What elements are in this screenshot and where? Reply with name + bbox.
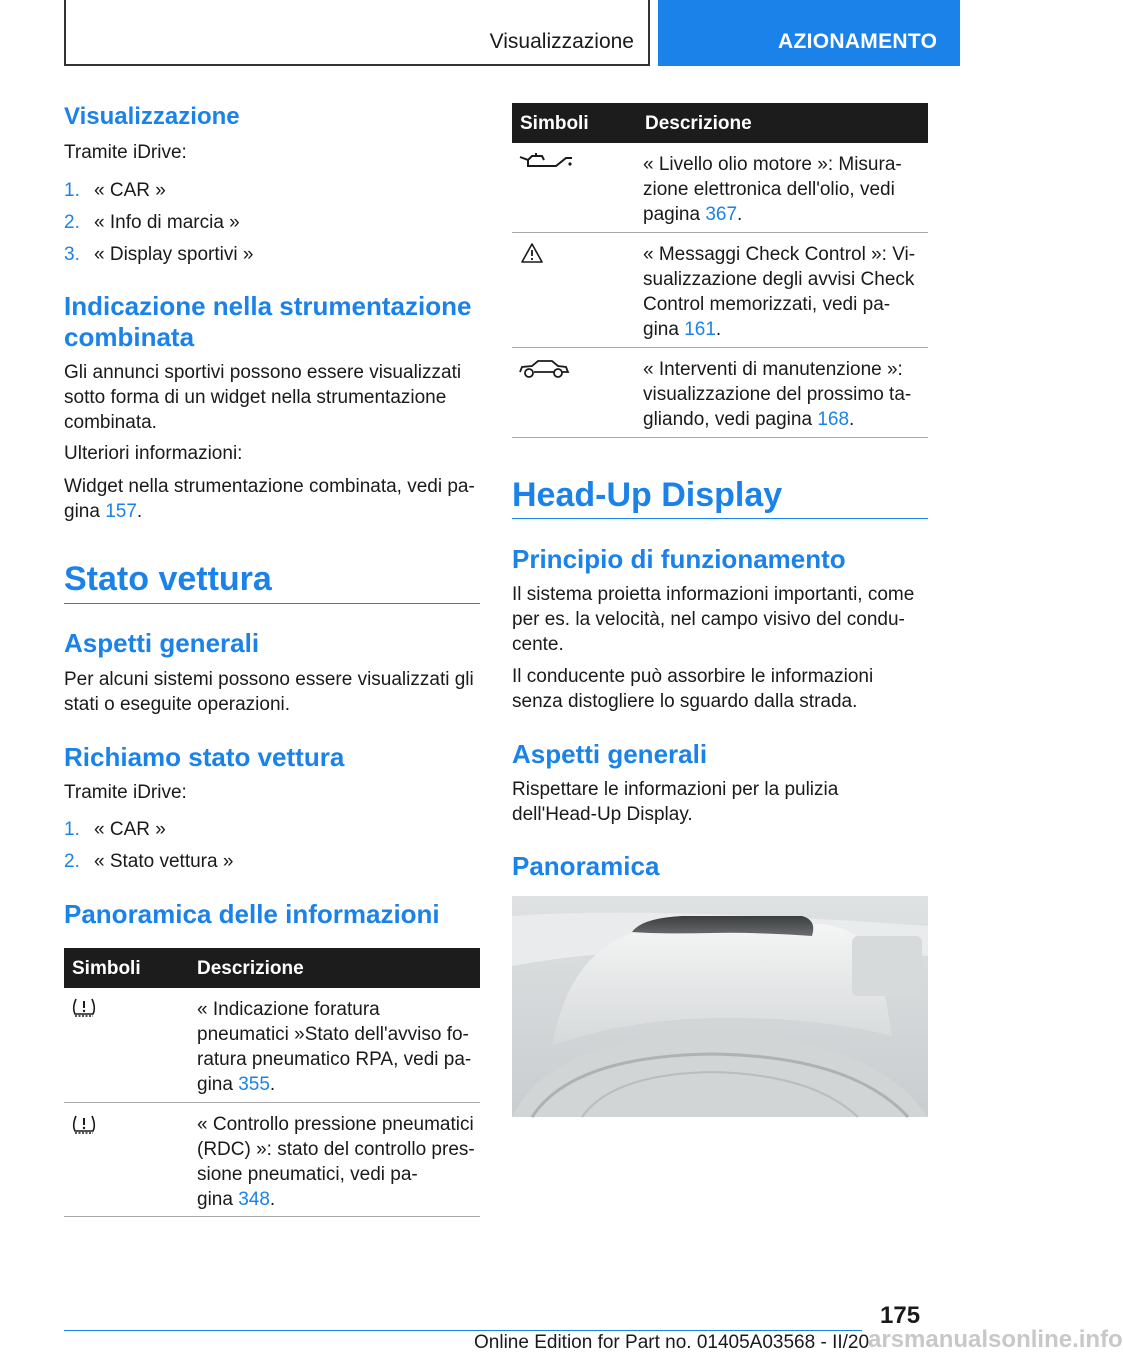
text-via-idrive: Tramite iDrive: xyxy=(64,142,187,163)
page-number: 175 xyxy=(880,1302,921,1329)
heading-panoramica-informazioni: Panoramica delle informazioni xyxy=(64,899,440,929)
list-item: « CAR » xyxy=(94,819,166,840)
table-row: « Indicazione foratura pneumatici »Stato dell'avviso fo- ratura pneumatico RPA, vedi pa- gina 355. xyxy=(197,999,472,1095)
table-row: « Controllo pressione pneumatici (RDC) »: stato del controllo pres- sione pneumatici, vedi pa- gina 348. xyxy=(197,1114,475,1210)
row-divider xyxy=(512,437,928,438)
warning-triangle-icon xyxy=(520,242,544,264)
heading-panoramica: Panoramica xyxy=(512,851,660,881)
page-link-355[interactable]: 355 xyxy=(238,1074,270,1095)
page-link-157[interactable]: 157 xyxy=(105,501,137,522)
row-divider xyxy=(64,1102,480,1103)
tire-warning-icon xyxy=(70,996,98,1020)
heading-aspetti-generali: Aspetti generali xyxy=(512,739,708,769)
watermark-logo: arsmanualsonline.info xyxy=(868,1326,1123,1353)
paragraph-aspetti: Per alcuni sistemi possono essere visualizzati gli stati o eseguite operazioni. xyxy=(64,669,474,715)
heading-stato-vettura: Stato vettura xyxy=(64,560,272,598)
row-divider xyxy=(64,1216,480,1217)
footer-rule xyxy=(64,1330,862,1331)
table-row: « Interventi di manutenzione »: visualizzazione del prossimo ta- gliando, vedi pagina 168. xyxy=(643,359,912,430)
page-link-161[interactable]: 161 xyxy=(684,319,716,340)
col-simboli: Simboli xyxy=(520,113,589,134)
heading-richiamo: Richiamo stato vettura xyxy=(64,742,345,772)
col-simboli: Simboli xyxy=(72,958,141,979)
text-via-idrive: Tramite iDrive: xyxy=(64,782,187,803)
table-header xyxy=(512,103,928,143)
list-number: 1. xyxy=(64,180,80,201)
table-row: « Livello olio motore »: Misura- zione elettronica dell'olio, vedi pagina 367. xyxy=(643,154,902,225)
page-link-348[interactable]: 348 xyxy=(238,1189,270,1210)
list-item: « Stato vettura » xyxy=(94,851,234,872)
table-header xyxy=(64,948,480,988)
paragraph-aspetti: Rispettare le informazioni per la pulizia dell'Head-Up Display. xyxy=(512,779,839,825)
heading-visualizzazione: Visualizzazione xyxy=(64,103,240,130)
heading-head-up-display: Head-Up Display xyxy=(512,476,783,514)
list-number: 2. xyxy=(64,212,80,233)
col-descrizione: Descrizione xyxy=(197,958,304,979)
heading-principio: Principio di funzionamento xyxy=(512,544,846,574)
heading-aspetti-generali: Aspetti generali xyxy=(64,628,260,658)
dashboard-illustration xyxy=(512,896,928,1117)
list-number: 3. xyxy=(64,244,80,265)
list-item: « Info di marcia » xyxy=(94,212,240,233)
row-divider xyxy=(512,347,928,348)
text-ulteriori: Ulteriori informazioni: xyxy=(64,443,243,464)
header-section-title: Visualizzazione xyxy=(489,30,634,53)
footer-edition: Online Edition for Part no. 01405A03568 - II/20 xyxy=(474,1332,870,1353)
head-up-display-photo xyxy=(512,896,928,1117)
list-number: 2. xyxy=(64,851,80,872)
tire-warning-icon xyxy=(70,1113,98,1137)
paragraph-annunci: Gli annunci sportivi possono essere visualizzati sotto forma di un widget nella strumentazione combinata. xyxy=(64,362,462,433)
row-divider xyxy=(512,232,928,233)
table-row: « Messaggi Check Control »: Vi- sualizzazione degli avvisi Check Control memorizzati, vedi pa- gina 161. xyxy=(643,244,916,340)
header-section-box xyxy=(64,0,650,66)
list-item: « Display sportivi » xyxy=(94,244,254,265)
page-link-367[interactable]: 367 xyxy=(705,204,738,225)
page-link-168[interactable]: 168 xyxy=(817,409,850,430)
paragraph-widget: Widget nella strumentazione combinata, vedi pa-gina 157. xyxy=(64,476,475,522)
heading-indicazione: Indicazione nella strumentazione combinata xyxy=(64,291,472,352)
paragraph-conducente: Il conducente può assorbire le informazioni senza distogliere lo sguardo dalla strada. xyxy=(512,666,874,712)
col-descrizione: Descrizione xyxy=(645,113,752,134)
header-chapter-tab[interactable] xyxy=(658,0,960,66)
car-service-icon xyxy=(518,358,570,380)
heading-rule xyxy=(64,603,480,604)
heading-rule xyxy=(512,518,928,519)
paragraph-principio: Il sistema proietta informazioni importanti, come per es. la velocità, nel campo visivo del condu-cente. xyxy=(512,584,915,655)
header-chapter-title: AZIONAMENTO xyxy=(778,30,938,53)
oil-can-icon xyxy=(518,151,574,173)
list-item: « CAR » xyxy=(94,180,166,201)
list-number: 1. xyxy=(64,819,80,840)
